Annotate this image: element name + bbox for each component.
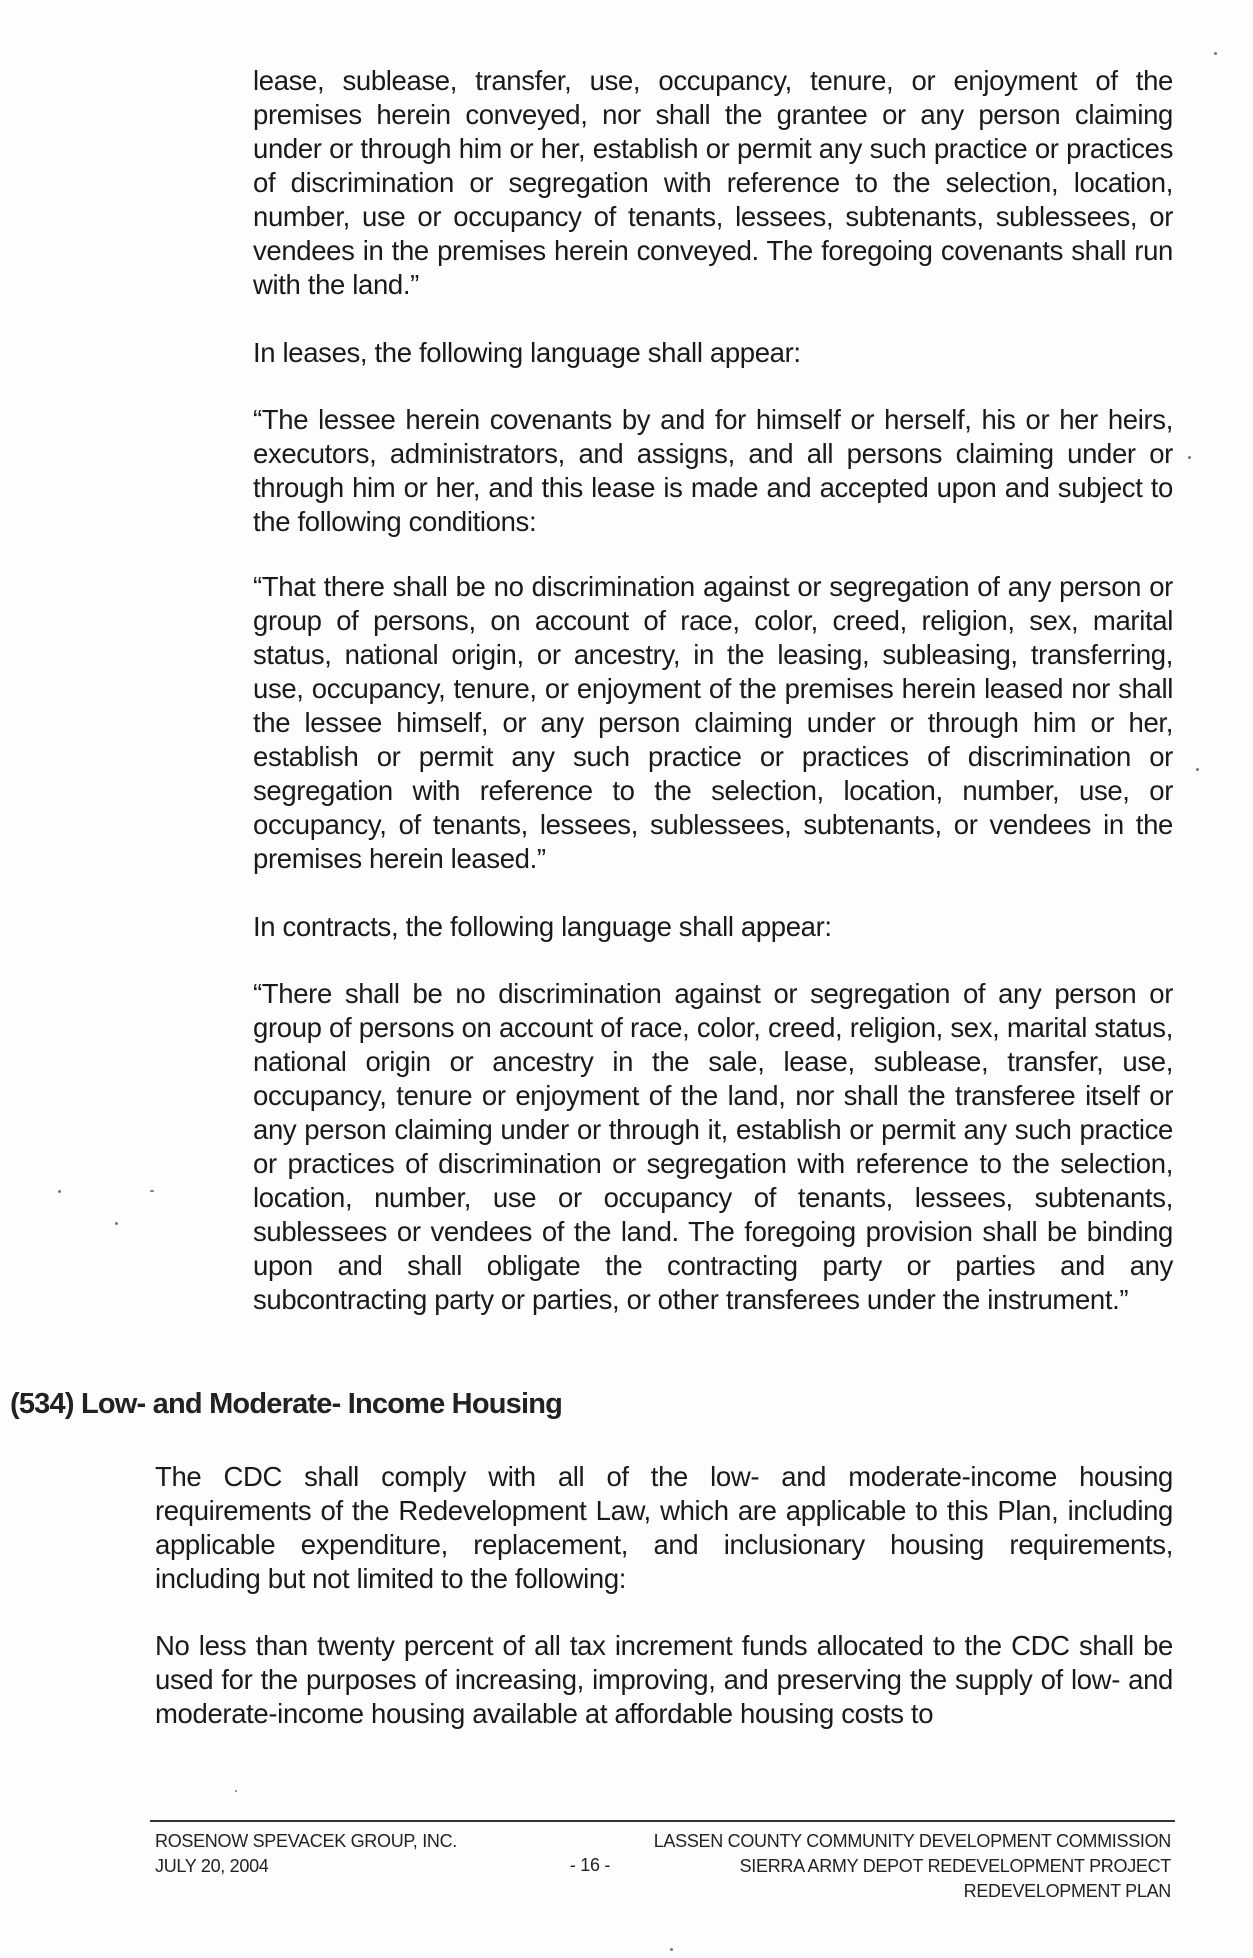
footer-divider <box>150 1820 1175 1822</box>
footer-right <box>654 1829 1171 1904</box>
section-paragraph-compliance: The CDC shall comply with all of the low- and moderate-income housing requirements of the Redevelopment Law, which are applicable to this Plan, including applicable expenditure, replacement, and inclusionary housing requirements, including but not limited to the following: <box>155 1461 1173 1594</box>
scan-speck <box>58 1190 61 1193</box>
footer-date: JULY 20, 2004 <box>155 1856 269 1876</box>
footer-company: ROSENOW SPEVACEK GROUP, INC. <box>155 1831 457 1851</box>
footer-project: SIERRA ARMY DEPOT REDEVELOPMENT PROJECT <box>739 1856 1171 1876</box>
body-paragraph-lease-covenant: “The lessee herein covenants by and for himself or herself, his or her heirs, executors, administrators, and assigns, and all persons claiming under or through him or her, and this lease is made and accepted upon and subject to the following conditions: <box>253 404 1173 537</box>
body-paragraph-contract-nondiscrimination: “There shall be no discrimination against or segregation of any person or group of persons on account of race, color, creed, religion, sex, marital status, national origin or ancestry in the sale, lease, sublease, transfer, use, occupancy, tenure or enjoyment of the land, nor shall the transferee itself or any person claiming under or through it, establish or permit any such practice or practices of discrimination or segregation with reference to the selection, location, number, use or occupancy of tenants, lessees, subtenants, sublessees or vendees of the land. The foregoing provision shall be binding upon and shall obligate the contracting party or parties and any subcontracting party or parties, or other transferees under the instrument.” <box>253 978 1173 1315</box>
scan-speck <box>1188 456 1191 459</box>
scan-speck <box>150 1190 154 1192</box>
section-heading-534: (534) Low- and Moderate- Income Housing <box>10 1388 563 1420</box>
section-paragraph-tax-increment: No less than twenty percent of all tax increment funds allocated to the CDC shall be used for the purposes of increasing, improving, and preserving the supply of low- and moderate-income housing available at affordable housing costs to <box>155 1630 1173 1729</box>
footer-commission: LASSEN COUNTY COMMUNITY DEVELOPMENT COMMISSION <box>653 1831 1171 1851</box>
scan-speck <box>1196 768 1199 771</box>
body-paragraph-lease-nondiscrimination: “That there shall be no discrimination against or segregation of any person or group of persons, on account of race, color, creed, religion, sex, marital status, national origin, or ancestry, in the leasing, subleasing, transferring, use, occupancy, tenure, or enjoyment of the premises herein leased nor shall the lessee himself, or any person claiming under or through him or her, establish or permit any such practice or practices of discrimination or segregation with reference to the selection, location, number, use, or occupancy, of tenants, lessees, sublessees, subtenants, or vendees in the premises herein leased.” <box>253 571 1173 874</box>
scan-speck <box>235 1790 237 1792</box>
scan-speck <box>670 1948 673 1951</box>
footer-left <box>155 1829 457 1879</box>
body-paragraph-leases-intro: In leases, the following language shall appear: <box>253 337 801 368</box>
scan-speck <box>1214 52 1217 55</box>
body-paragraph-contracts-intro: In contracts, the following language shall appear: <box>253 911 832 942</box>
scan-speck <box>115 1222 118 1225</box>
body-paragraph-deed-covenant-end: lease, sublease, transfer, use, occupancy, tenure, or enjoyment of the premises herein conveyed, nor shall the grantee or any person claiming under or through him or her, establish or permit any such practice or practices of discrimination or segregation with reference to the selection, location, number, use or occupancy of tenants, lessees, subtenants, sublessees, or vendees in the premises herein conveyed. The foregoing covenants shall run with the land.” <box>253 65 1173 300</box>
footer-plan: REDEVELOPMENT PLAN <box>963 1881 1171 1901</box>
footer-page-number: - 16 - <box>569 1855 611 1875</box>
